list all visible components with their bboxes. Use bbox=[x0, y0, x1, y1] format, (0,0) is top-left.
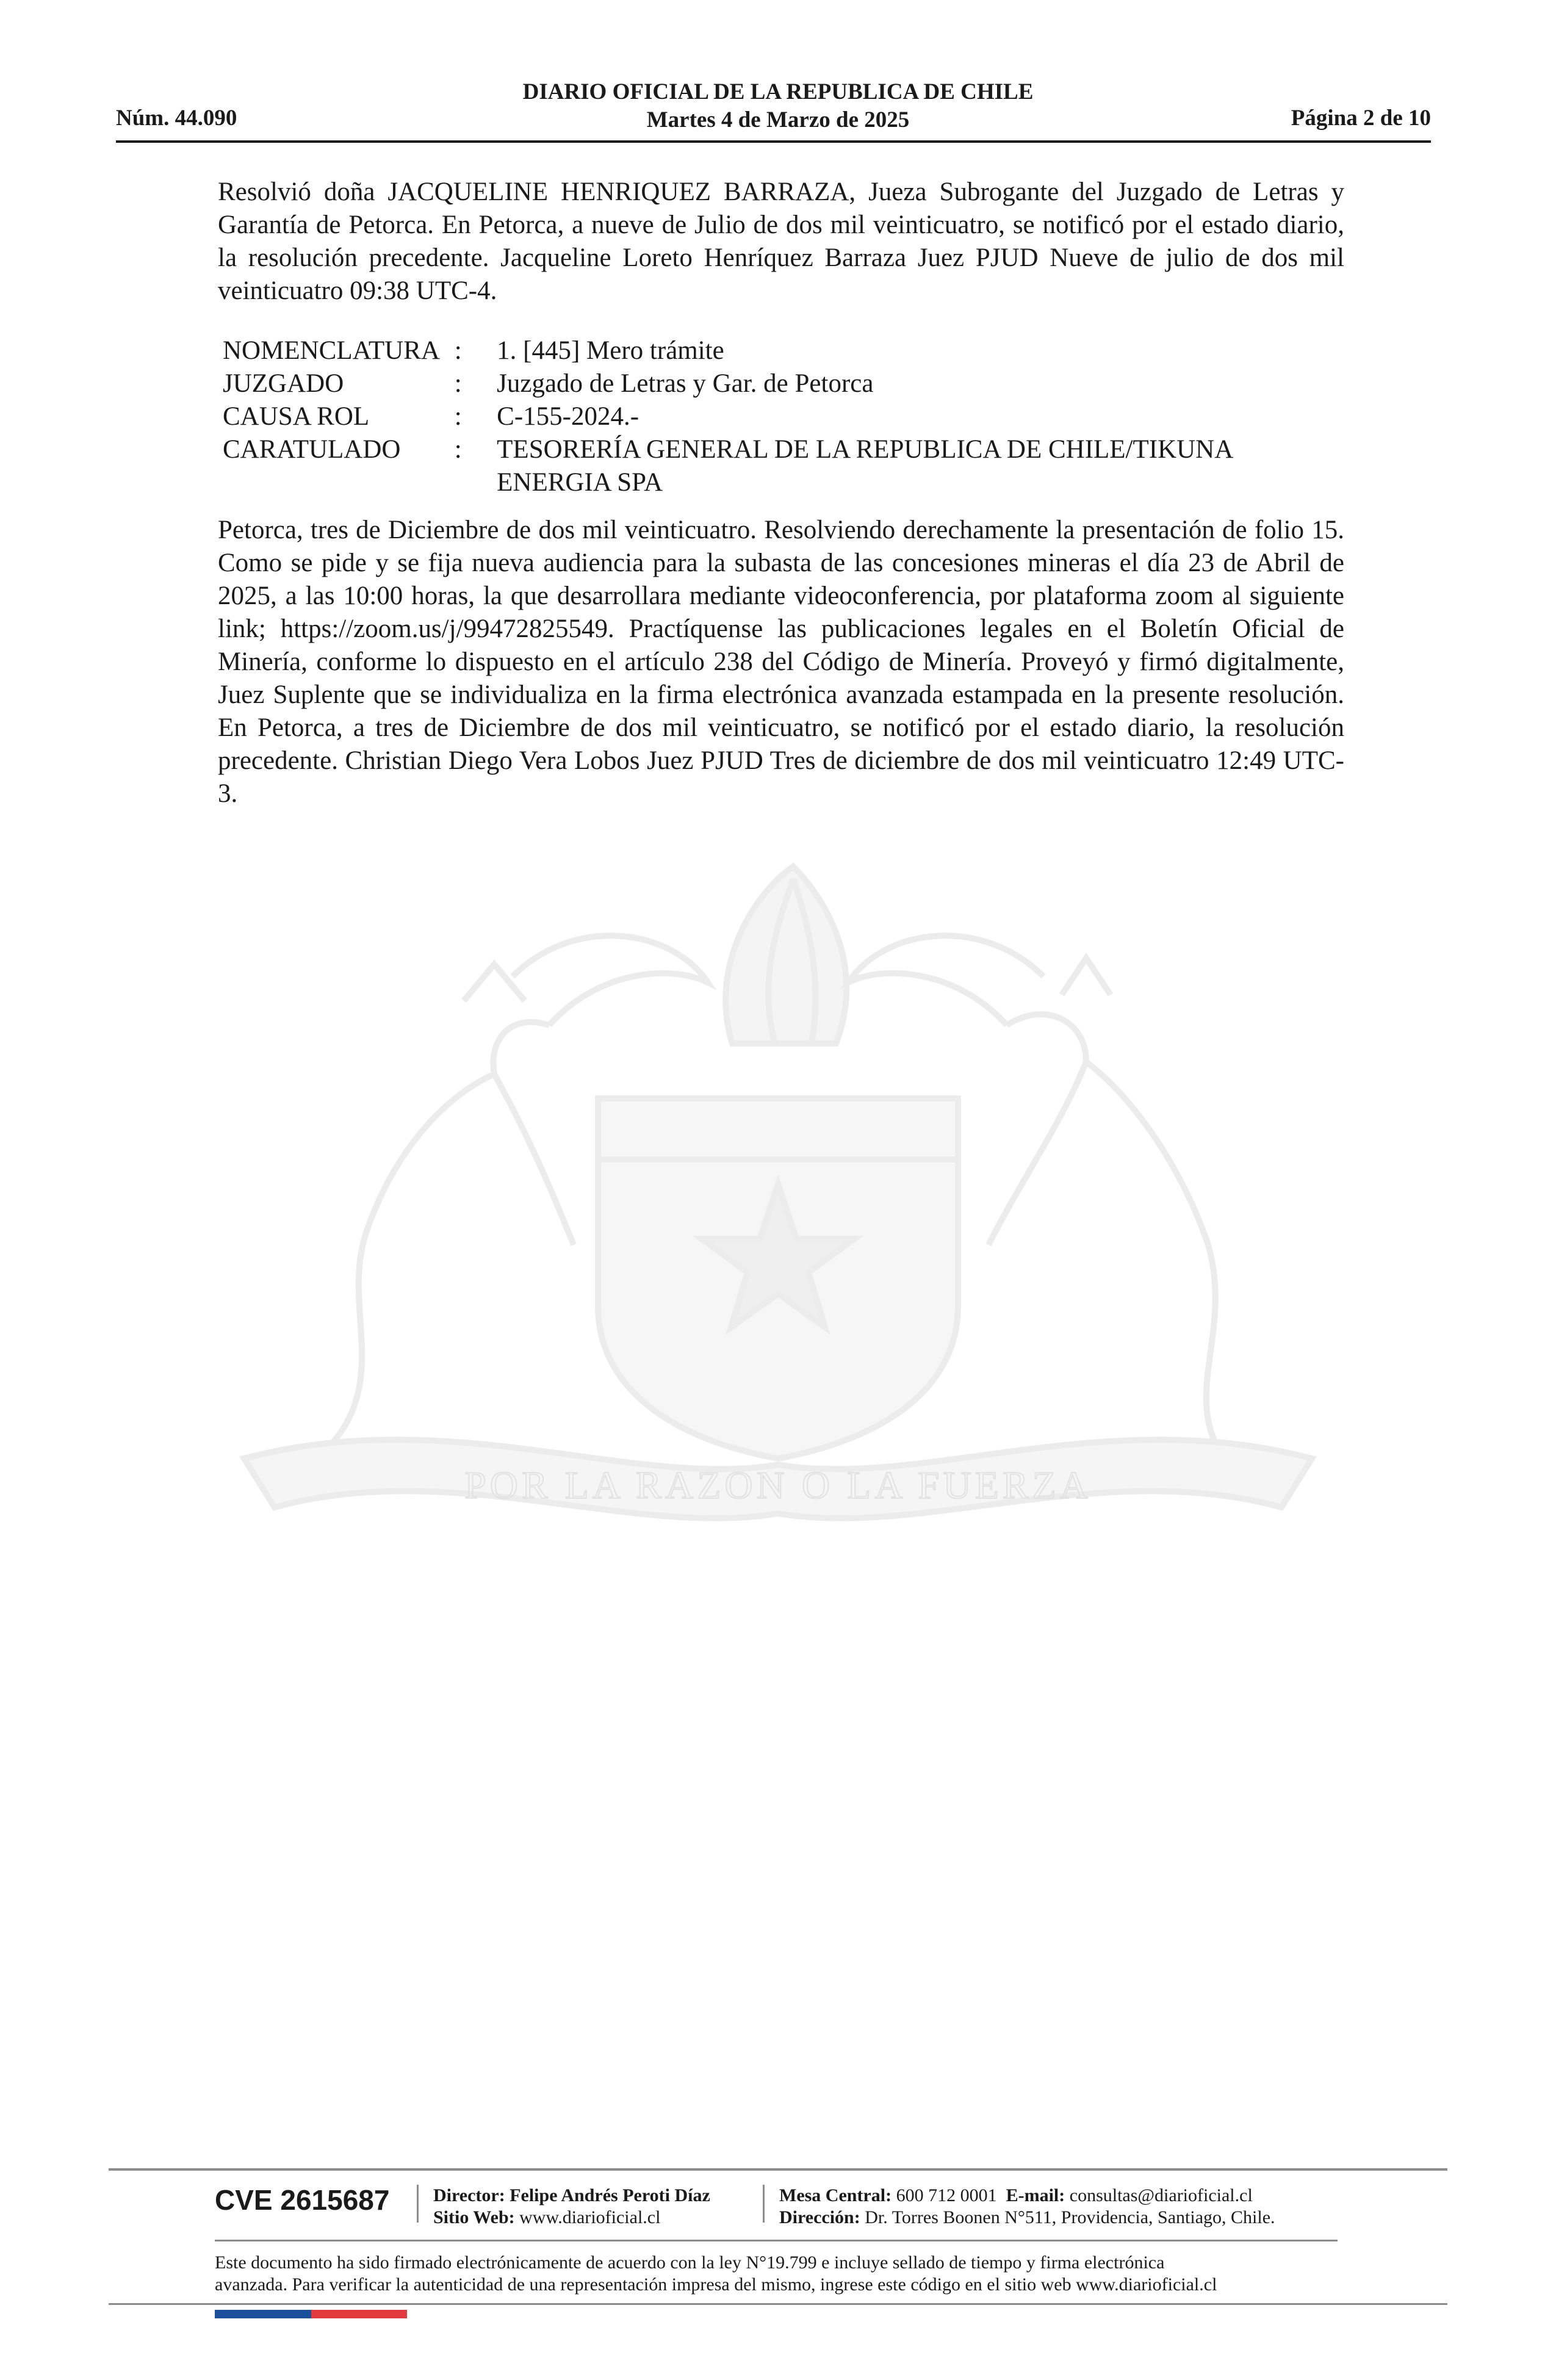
resolution-paragraph-2: Petorca, tres de Diciembre de dos mil veinticuatro. Resolviendo derechamente la presentación de folio 15. Como se pide y se fija nueva audiencia para la subasta de las concesiones mineras el día 23 de Abril de 2025, a las 10:00 horas, la que desarrollara mediante videoconferencia, por plataforma zoom al siguiente link; https://zoom.us/j/99472825549. Practíquense las publicaciones legales en el Boletín Oficial de Minería, conforme lo dispuesto en el artículo 238 del Código de Minería. Proveyó y firmó digitalmente, Juez Suplente que se individualiza en la firma electrónica avanzada estampada en la presente resolución. En Petorca, a tres de Diciembre de dos mil veinticuatro, se notificó por el estado diario, la resolución precedente. Christian Diego Vera Lobos Juez PJUD Tres de diciembre de dos mil veinticuatro 12:49 UTC-3. bbox=[218, 516, 1344, 808]
footer-separator bbox=[417, 2185, 419, 2223]
metadata-key: CAUSA ROL bbox=[223, 402, 370, 431]
footer-director-block bbox=[433, 2185, 710, 2229]
metadata-value: C-155-2024.- bbox=[497, 402, 639, 431]
case-metadata-table bbox=[223, 334, 1344, 499]
metadata-row bbox=[223, 334, 1344, 367]
footer-separator bbox=[763, 2185, 765, 2223]
publication-title: DIARIO OFICIAL DE LA REPUBLICA DE CHILE bbox=[522, 79, 1034, 104]
coat-of-arms-icon bbox=[207, 842, 1349, 1623]
cve-code: CVE 2615687 bbox=[215, 2184, 390, 2216]
footer-divider-top bbox=[109, 2168, 1447, 2171]
flag-stripe-blue bbox=[215, 2310, 311, 2318]
metadata-value: 1. [445] Mero trámite bbox=[497, 336, 724, 365]
issue-date: Martes 4 de Marzo de 2025 bbox=[646, 107, 910, 132]
signature-notice-line: Este documento ha sido firmado electrónicamente de acuerdo con la ley N°19.799 e incluye sellado de tiempo y firma electrónica bbox=[215, 2252, 1165, 2273]
metadata-key: CARATULADO bbox=[223, 435, 401, 464]
website-url[interactable]: www.diarioficial.cl bbox=[519, 2207, 661, 2227]
issue-number: Núm. 44.090 bbox=[116, 106, 237, 131]
document-body bbox=[218, 176, 1344, 810]
metadata-separator: : bbox=[454, 369, 462, 398]
watermark-motto: POR LA RAZON O LA FUERZA bbox=[464, 1463, 1092, 1507]
header-divider bbox=[116, 140, 1431, 143]
metadata-value: Juzgado de Letras y Gar. de Petorca bbox=[497, 369, 874, 398]
signature-notice bbox=[215, 2252, 1374, 2296]
phone-number: 600 712 0001 bbox=[896, 2185, 997, 2205]
flag-stripe-red bbox=[311, 2310, 407, 2318]
website-label: Sitio Web: bbox=[433, 2207, 515, 2227]
metadata-separator: : bbox=[454, 402, 462, 431]
signature-notice-line: avanzada. Para verificar la autenticidad de una representación impresa del mismo, ingrese este código en el sitio web www.diarioficial.cl bbox=[215, 2274, 1217, 2295]
director-label: Director: bbox=[433, 2185, 505, 2205]
metadata-key: NOMENCLATURA bbox=[223, 336, 440, 365]
address-label: Dirección: bbox=[779, 2207, 860, 2227]
page-indicator: Página 2 de 10 bbox=[1291, 106, 1431, 131]
resolution-paragraph-1: Resolvió doña JACQUELINE HENRIQUEZ BARRAZA, Jueza Subrogante del Juzgado de Letras y Garantía de Petorca. En Petorca, a nueve de Julio de dos mil veinticuatro, se notificó por el estado diario, la resolución precedente. Jacqueline Loreto Henríquez Barraza Juez PJUD Nueve de julio de dos mil veinticuatro 09:38 UTC-4. bbox=[218, 178, 1344, 305]
metadata-separator: : bbox=[454, 435, 462, 464]
address-value: Dr. Torres Boonen N°511, Providencia, Santiago, Chile. bbox=[865, 2207, 1275, 2227]
footer-divider-bottom bbox=[109, 2303, 1447, 2305]
metadata-row bbox=[223, 400, 1344, 433]
email-address[interactable]: consultas@diarioficial.cl bbox=[1069, 2185, 1253, 2205]
email-label: E-mail: bbox=[1006, 2185, 1065, 2205]
metadata-row bbox=[223, 367, 1344, 400]
phone-label: Mesa Central: bbox=[779, 2185, 892, 2205]
metadata-value: TESORERÍA GENERAL DE LA REPUBLICA DE CHILE/TIKUNA ENERGIA SPA bbox=[497, 435, 1232, 497]
footer-divider-middle bbox=[215, 2240, 1338, 2241]
director-name: Felipe Andrés Peroti Díaz bbox=[510, 2185, 710, 2205]
metadata-row bbox=[223, 433, 1344, 499]
metadata-separator: : bbox=[454, 336, 462, 365]
metadata-key: JUZGADO bbox=[223, 369, 344, 398]
footer-contact-block bbox=[779, 2185, 1275, 2229]
